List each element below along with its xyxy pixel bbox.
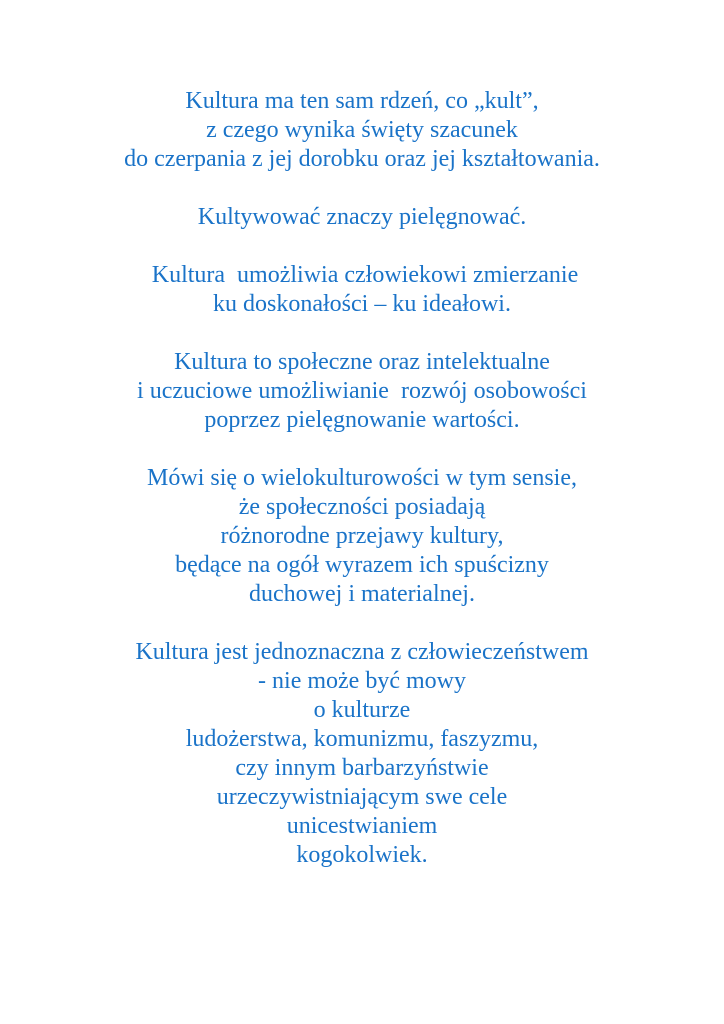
text-line: ku doskonałości – ku ideałowi. [213, 291, 511, 317]
text-line: poprzez pielęgnowanie wartości. [204, 407, 520, 433]
text-line: - nie może być mowy [258, 668, 466, 694]
text-line: z czego wynika święty szacunek [206, 117, 518, 143]
text-line: będące na ogół wyrazem ich spuścizny [175, 552, 549, 578]
text-line: unicestwianiem [286, 813, 438, 839]
text-line: czy innym barbarzyństwie [235, 755, 489, 781]
text-line: różnorodne przejawy kultury, [220, 523, 504, 549]
stanza-2 [0, 203, 724, 232]
stanza-6 [0, 638, 724, 870]
text-line: Mówi się o wielokulturowości w tym sensie, [147, 465, 577, 491]
text-line: Kultura jest jednoznaczna z człowieczeństwem [135, 639, 589, 665]
text-line: urzeczywistniającym swe cele [216, 784, 508, 810]
text-line: Kultura ma ten sam rdzeń, co „kult”, [185, 88, 539, 114]
text-line: ludożerstwa, komunizmu, faszyzmu, [185, 726, 539, 752]
text-line: że społeczności posiadają [238, 494, 486, 520]
text-line: Kultywować znaczy pielęgnować. [197, 204, 527, 230]
stanza-1 [0, 87, 724, 174]
text-line: duchowej i materialnej. [249, 581, 475, 607]
text-line: o kulturze [313, 697, 411, 723]
text-line: kogokolwiek. [296, 842, 428, 868]
text-line: i uczuciowe umożliwianie rozwój osobowości [137, 378, 587, 404]
stanza-3 [0, 261, 724, 319]
text-line: Kultura umożliwia człowiekowi zmierzanie [145, 262, 579, 288]
text-line: do czerpania z jej dorobku oraz jej kształtowania. [124, 146, 600, 172]
stanza-4 [0, 348, 724, 435]
poem-text [0, 87, 724, 899]
stanza-5 [0, 464, 724, 609]
text-line: Kultura to społeczne oraz intelektualne [174, 349, 550, 375]
